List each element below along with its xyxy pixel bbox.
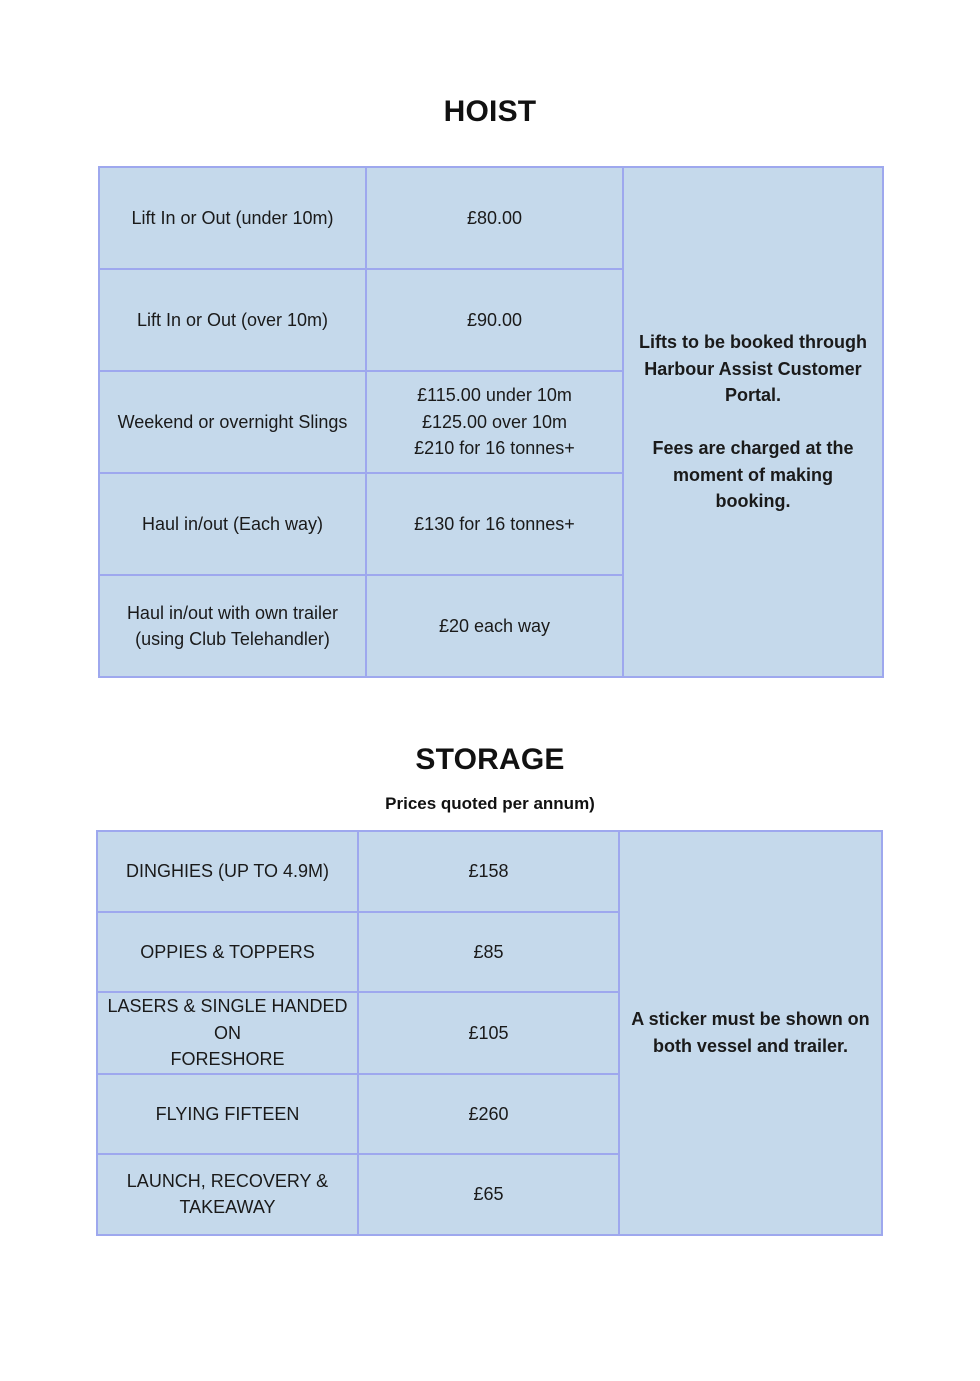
storage-category-cell: LASERS & SINGLE HANDED ON FORESHORE — [97, 992, 358, 1074]
storage-price-cell: £158 — [358, 831, 619, 912]
storage-category-cell: DINGHIES (UP TO 4.9M) — [97, 831, 358, 912]
hoist-service-cell: Lift In or Out (over 10m) — [99, 269, 366, 371]
hoist-service-cell: Haul in/out (Each way) — [99, 473, 366, 575]
table-row — [99, 167, 883, 269]
storage-heading: STORAGE — [415, 743, 565, 776]
storage-sticker-note: A sticker must be shown on both vessel and trailer. — [619, 831, 882, 1235]
hoist-price-cell: £80.00 — [366, 167, 623, 269]
storage-price-cell: £65 — [358, 1154, 619, 1235]
storage-price-cell: £105 — [358, 992, 619, 1074]
storage-price-table — [96, 830, 883, 1236]
hoist-price-cell: £90.00 — [366, 269, 623, 371]
storage-price-cell: £85 — [358, 912, 619, 993]
hoist-booking-note: Lifts to be booked through Harbour Assist Customer Portal. Fees are charged at the moment of making booking. — [623, 167, 883, 677]
hoist-service-cell: Weekend or overnight Slings — [99, 371, 366, 473]
storage-category-cell: LAUNCH, RECOVERY & TAKEAWAY — [97, 1154, 358, 1235]
hoist-price-cell: £115.00 under 10m £125.00 over 10m £210 for 16 tonnes+ — [366, 371, 623, 473]
hoist-service-cell: Lift In or Out (under 10m) — [99, 167, 366, 269]
hoist-heading: HOIST — [443, 95, 537, 128]
storage-category-cell: FLYING FIFTEEN — [97, 1074, 358, 1155]
storage-subtitle: Prices quoted per annum) — [385, 794, 595, 813]
hoist-price-cell: £130 for 16 tonnes+ — [366, 473, 623, 575]
hoist-service-cell: Haul in/out with own trailer (using Club Telehandler) — [99, 575, 366, 677]
hoist-price-cell: £20 each way — [366, 575, 623, 677]
storage-category-cell: OPPIES & TOPPERS — [97, 912, 358, 993]
hoist-price-table — [98, 166, 884, 678]
table-row — [97, 831, 882, 912]
storage-price-cell: £260 — [358, 1074, 619, 1155]
